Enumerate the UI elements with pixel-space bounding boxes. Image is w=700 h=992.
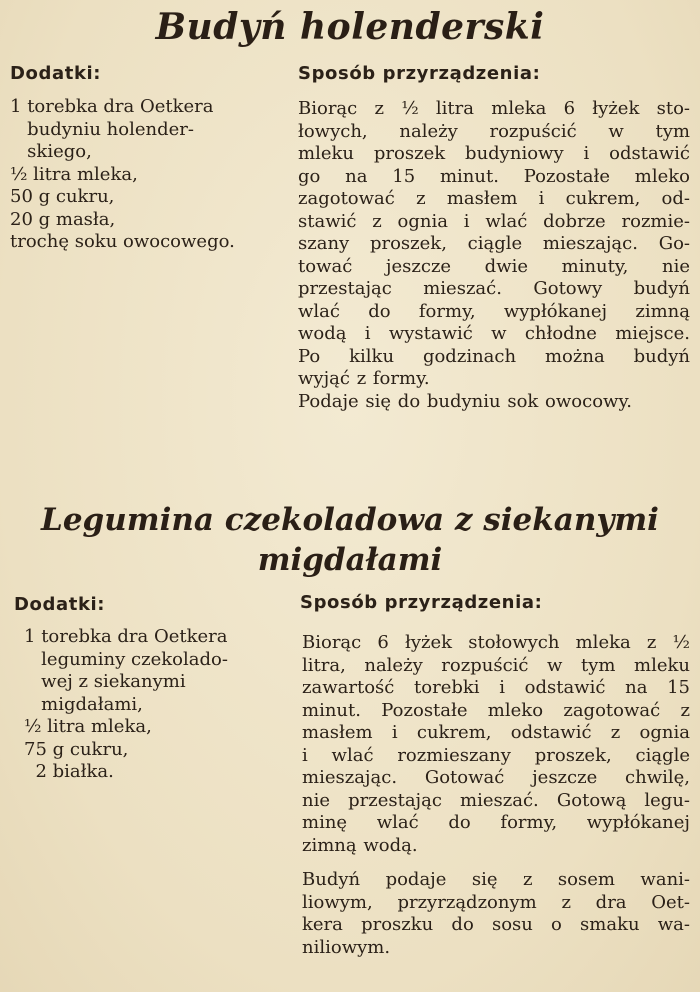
method-line: masłem i cukrem, odstawić z ognia xyxy=(302,722,690,743)
recipe-title-budyn-holenderski: Budyń holenderski xyxy=(155,6,545,48)
method-line: Biorąc 6 łyżek stołowych mleka z ½ xyxy=(302,632,690,653)
method-line: Biorąc z ½ litra mleka 6 łyżek sto- xyxy=(298,98,690,119)
method-line: wlać do formy, wypłókanej zimną xyxy=(298,300,690,322)
method-heading: Sposób przyrządzenia: xyxy=(300,592,543,613)
ingredient-item xyxy=(10,164,280,187)
method-heading: Sposób przyrządzenia: xyxy=(298,63,541,84)
ingredient-quantity xyxy=(24,649,41,672)
ingredient-text: litra mleka, xyxy=(33,163,138,185)
ingredient-quantity: 1 xyxy=(24,626,42,647)
method-line: zawartość torebki i odstawić na 15 xyxy=(302,677,690,698)
method-line: mleku proszek budyniowy i odstawić xyxy=(298,143,690,164)
method-text xyxy=(302,632,690,959)
method-line: Budyń podaje się z sosem wani- xyxy=(302,869,690,890)
ingredient-text: skiego, xyxy=(27,141,92,162)
ingredient-item xyxy=(24,716,280,739)
ingredient-quantity xyxy=(10,119,27,142)
ingredient-item xyxy=(24,739,280,762)
ingredient-item xyxy=(10,209,280,232)
ingredient-quantity: 1 xyxy=(10,96,28,117)
ingredient-text: migdałami, xyxy=(41,693,143,715)
ingredient-quantity: 20 xyxy=(10,208,39,230)
ingredient-text: g cukru, xyxy=(38,186,115,207)
method-line: szany proszek, ciągle mieszając. Go- xyxy=(298,233,690,254)
ingredient-text: leguminy czekolado- xyxy=(41,648,228,670)
ingredient-quantity xyxy=(24,671,41,694)
method-line: Podaje się do budyniu sok owocowy. xyxy=(298,390,632,412)
method-line: niliowym. xyxy=(302,936,391,958)
ingredient-text: g cukru, xyxy=(52,738,129,760)
ingredient-text: litra mleka, xyxy=(47,716,152,737)
method-text xyxy=(298,98,690,413)
ingredient-quantity: ½ xyxy=(10,163,34,185)
ingredient-item xyxy=(10,96,280,119)
ingredient-item xyxy=(24,671,280,694)
ingredient-item xyxy=(24,694,280,717)
ingredient-text: trochę soku owocowego. xyxy=(10,231,235,252)
method-line: stawić z ognia i wlać dobrze rozmie- xyxy=(298,210,690,232)
ingredient-text: białka. xyxy=(52,761,114,782)
ingredient-item xyxy=(10,119,280,142)
method-line: zimną wodą. xyxy=(302,834,418,856)
ingredient-text: torebka dra Oetkera xyxy=(27,96,214,117)
method-line: przestając mieszać. Gotowy budyń xyxy=(298,278,690,299)
ingredient-item xyxy=(10,141,280,164)
method-line: minę wlać do formy, wypłókanej xyxy=(302,812,690,833)
method-line: zagotować z masłem i cukrem, od- xyxy=(298,188,690,209)
method-line: go na 15 minut. Pozostałe mleko xyxy=(298,165,690,187)
ingredient-item xyxy=(24,649,280,672)
ingredients-heading: Dodatki: xyxy=(14,594,106,615)
recipe-title-legumina xyxy=(0,500,700,580)
method-line: kera proszku do sosu o smaku wa- xyxy=(302,914,690,935)
ingredient-item xyxy=(24,761,280,784)
ingredient-quantity: 2 xyxy=(24,761,53,782)
method-line: nie przestając mieszać. Gotową legu- xyxy=(302,789,690,811)
ingredient-item xyxy=(24,626,280,649)
ingredients-list xyxy=(24,626,280,784)
ingredients-heading: Dodatki: xyxy=(10,63,102,84)
method-line: litra, należy rozpuścić w tym mleku xyxy=(302,654,690,676)
method-line: i wlać rozmieszany proszek, ciągle xyxy=(302,744,690,766)
method-line: Po kilku godzinach można budyń xyxy=(298,345,690,367)
method-line: liowym, przyrządzonym z dra Oet- xyxy=(302,891,690,913)
ingredient-item xyxy=(10,231,280,254)
method-line: minut. Pozostałe mleko zagotować z xyxy=(302,699,690,721)
ingredient-quantity xyxy=(24,694,41,717)
method-line: łowych, należy rozpuścić w tym xyxy=(298,120,690,142)
ingredient-text: torebka dra Oetkera xyxy=(41,626,228,647)
ingredient-quantity xyxy=(10,141,27,164)
ingredient-text: wej z siekanymi xyxy=(41,671,186,692)
ingredient-quantity: 50 xyxy=(10,186,39,207)
method-line: mieszając. Gotować jeszcze chwilę, xyxy=(302,767,690,788)
ingredient-text: g masła, xyxy=(38,208,116,230)
title-line-1: Legumina czekoladowa z siekanymi xyxy=(41,502,659,538)
ingredient-quantity: ½ xyxy=(24,716,48,737)
ingredient-item xyxy=(10,186,280,209)
ingredients-list xyxy=(10,96,280,254)
method-line: wyjąć z formy. xyxy=(298,368,430,389)
title-line-2: migdałami xyxy=(257,542,443,578)
method-line: wodą i wystawić w chłodne miejsce. xyxy=(298,323,690,344)
method-line: tować jeszcze dwie minuty, nie xyxy=(298,255,690,277)
ingredient-text: budyniu holender- xyxy=(27,118,194,140)
ingredient-quantity: 75 xyxy=(24,738,53,760)
